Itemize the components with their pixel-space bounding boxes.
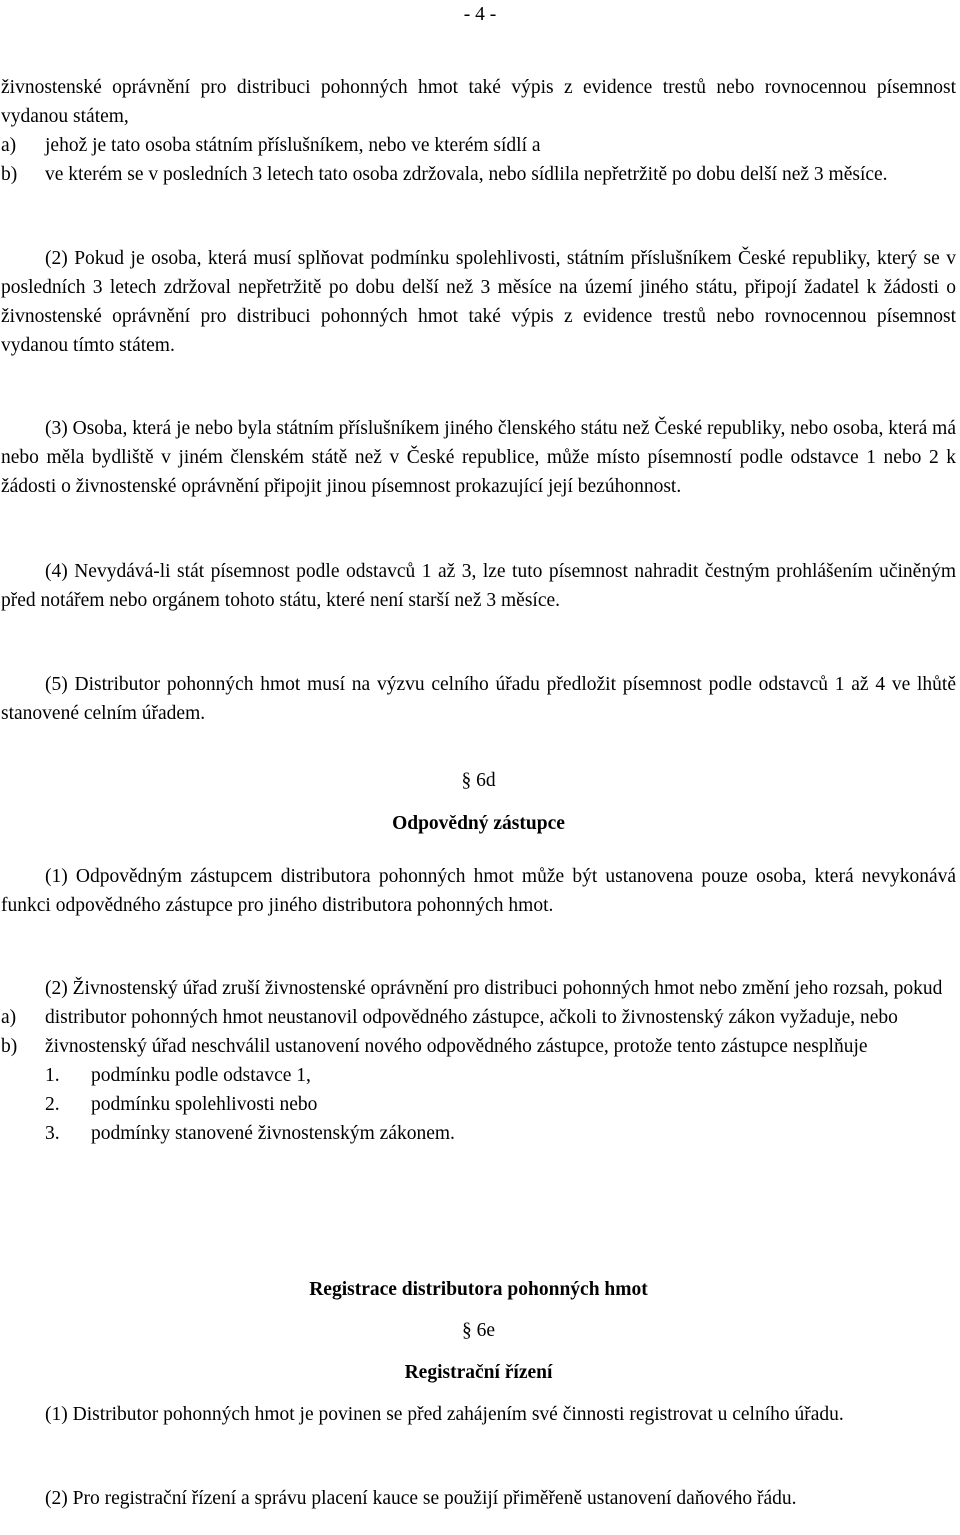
list-item-text: živnostenský úřad neschválil ustanovení nového odpovědného zástupce, protože tento zástupce nesplňuje bbox=[45, 1036, 868, 1057]
page-number: - 4 - bbox=[463, 4, 497, 25]
list-item-text: ve kterém se v posledních 3 letech tato osoba zdržovala, nebo sídlila nepřetržitě po dobu delší než 3 měsíce. bbox=[45, 164, 888, 185]
sub-list-marker: 1. bbox=[45, 1065, 60, 1086]
list-item-text: distributor pohonných hmot neustanovil odpovědného zástupce, ačkoli to živnostenský zákon vyžaduje, nebo bbox=[45, 1007, 898, 1028]
paragraph-4: (4) Nevydává-li stát písemnost podle odstavců 1 až 3, lze tuto písemnost nahradit čestným prohlášením učiněným před notářem nebo orgánem tohoto státu, které není starší než 3 měsíce. bbox=[1, 561, 956, 611]
list-marker: a) bbox=[1, 135, 17, 156]
sub-list-item-text: podmínku spolehlivosti nebo bbox=[91, 1094, 318, 1115]
sub-list-item bbox=[1, 1090, 956, 1119]
intro-text: živnostenské oprávnění pro distribuci pohonných hmot také výpis z evidence trestů nebo rovnocennou písemnost vydanou státem, bbox=[1, 77, 956, 127]
intro-block bbox=[1, 73, 956, 189]
sub-list-marker: 3. bbox=[45, 1123, 60, 1144]
list-marker: a) bbox=[1, 1007, 17, 1028]
section-6d-paragraph-1: (1) Odpovědným zástupcem distributora pohonných hmot může být ustanovena pouze osoba, která nevykonává funkci odpovědného zástupce pro jiného distributora pohonných hmot. bbox=[1, 866, 956, 916]
sub-list-item-text: podmínky stanovené živnostenským zákonem. bbox=[91, 1123, 455, 1144]
section-6d-paragraph-2-block bbox=[1, 974, 956, 1148]
list-item bbox=[1, 160, 956, 189]
paragraph-5: (5) Distributor pohonných hmot musí na výzvu celního úřadu předložit písemnost podle odstavců 1 až 4 ve lhůtě stanovené celním úřadem. bbox=[1, 674, 956, 724]
section-title-6e: Registrační řízení bbox=[404, 1362, 553, 1383]
list-item-text: jehož je tato osoba státním příslušníkem, nebo ve kterém sídlí a bbox=[45, 135, 541, 156]
sub-list-item-text: podmínku podle odstavce 1, bbox=[91, 1065, 311, 1086]
section-6e-paragraph-1: (1) Distributor pohonných hmot je povinen se před zahájením své činnosti registrovat u celního úřadu. bbox=[45, 1404, 844, 1425]
section-6e-paragraph-2: (2) Pro registrační řízení a správu placení kauce se použijí přiměřeně ustanovení daňového řádu. bbox=[45, 1488, 797, 1509]
section-title-6d: Odpovědný zástupce bbox=[392, 813, 565, 834]
list-item bbox=[1, 1032, 956, 1061]
list-item bbox=[1, 131, 956, 160]
paragraph-2: (2) Pokud je osoba, která musí splňovat podmínku spolehlivosti, státním příslušníkem České republiky, který se v posledních 3 letech zdržoval nepřetržitě po dobu delší než 3 měsíce na území jiného státu, připojí žadatel k žádosti o živnostenské oprávnění pro distribuci pohonných hmot také výpis z evidence trestů nebo rovnocennou písemnost vydanou tímto státem. bbox=[1, 248, 956, 356]
section-number-6e: § 6e bbox=[461, 1320, 496, 1341]
section-number-6d: § 6d bbox=[461, 770, 496, 791]
list-marker: b) bbox=[1, 164, 18, 185]
paragraph-3: (3) Osoba, která je nebo byla státním příslušníkem jiného členského státu než České republiky, nebo osoba, která má nebo měla bydliště v jiném členském státě než v České republice, může místo písemností podle odstavce 1 nebo 2 k žádosti o živnostenské oprávnění připojit jinou písemnost prokazující její bezúhonnost. bbox=[1, 418, 956, 497]
list-item bbox=[1, 1003, 956, 1032]
registration-heading: Registrace distributora pohonných hmot bbox=[309, 1279, 648, 1300]
sub-list-item bbox=[1, 1119, 956, 1148]
list-marker: b) bbox=[1, 1036, 18, 1057]
sub-list-item bbox=[1, 1061, 956, 1090]
section-6d-paragraph-2: (2) Živnostenský úřad zruší živnostenské oprávnění pro distribuci pohonných hmot nebo změní jeho rozsah, pokud bbox=[45, 978, 943, 999]
sub-list-marker: 2. bbox=[45, 1094, 60, 1115]
